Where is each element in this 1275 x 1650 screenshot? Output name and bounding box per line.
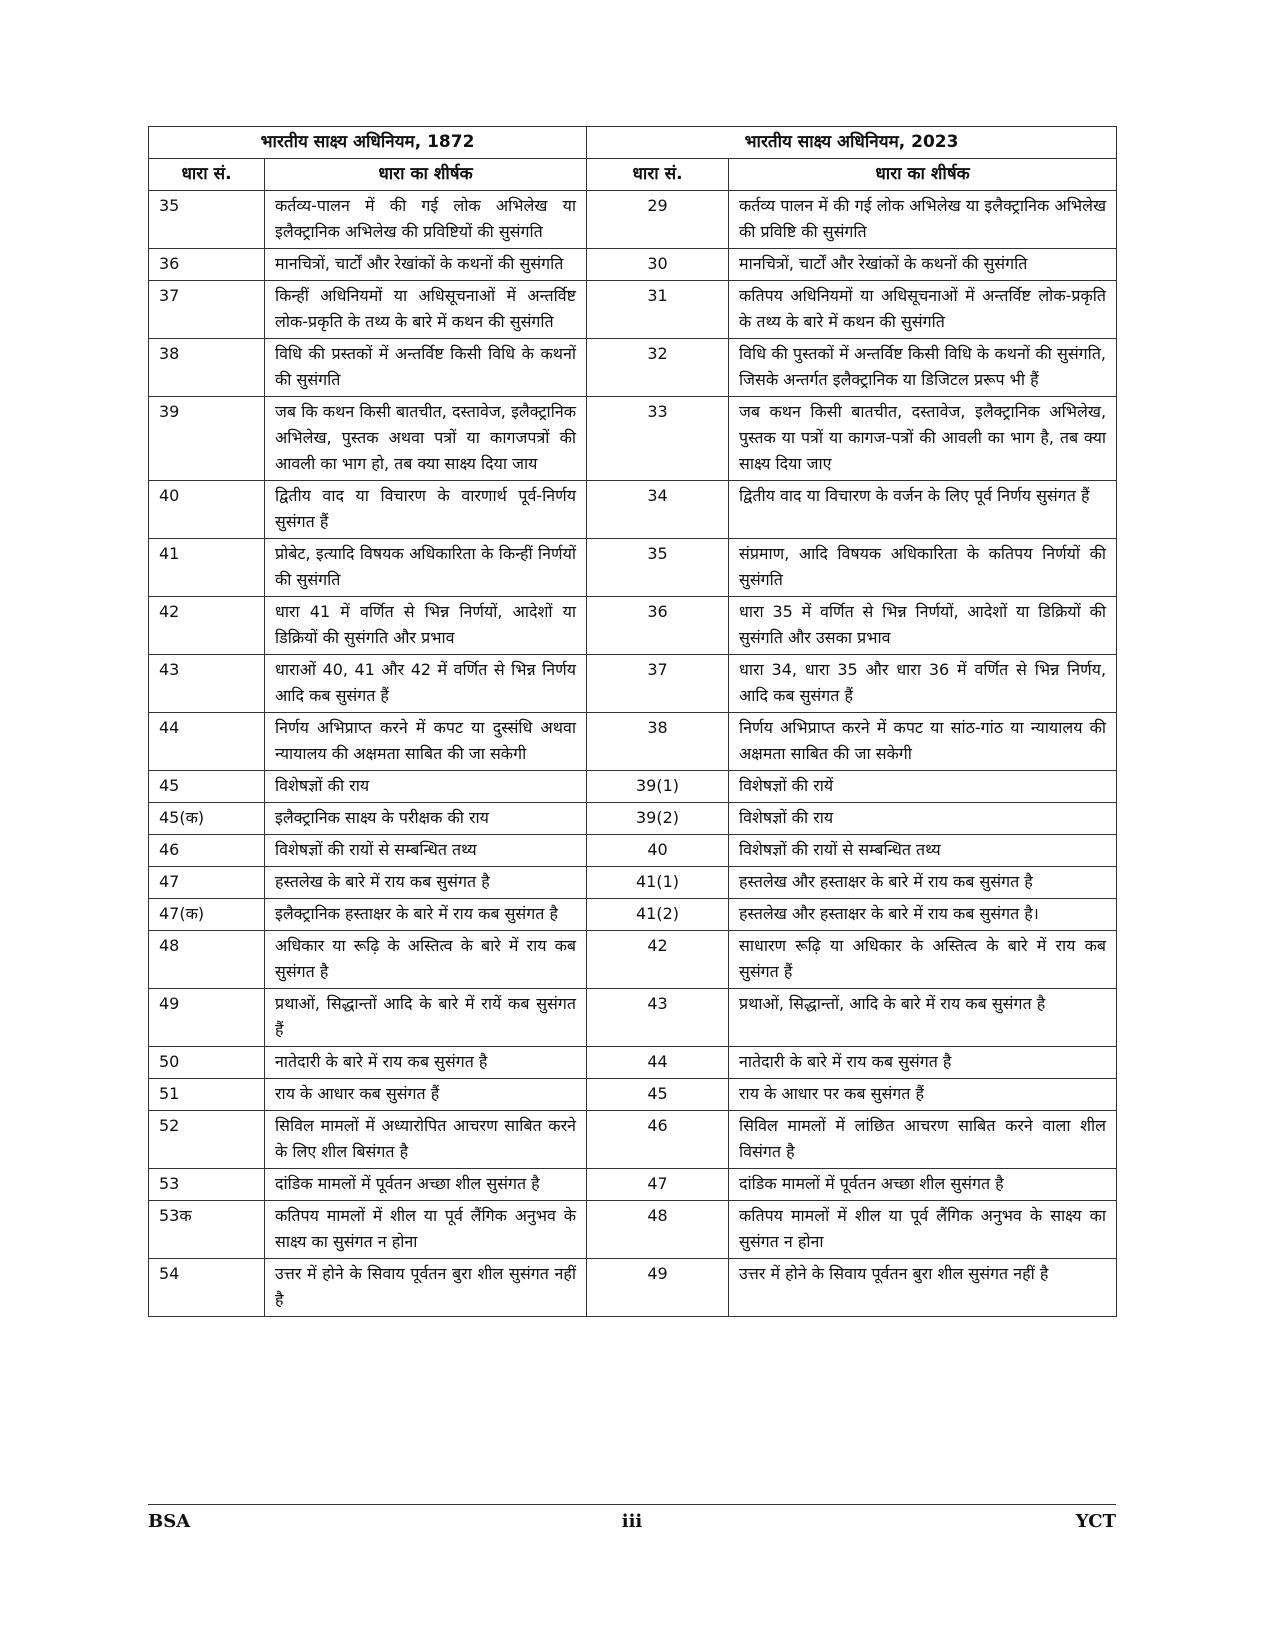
old-section-number: 51 [149,1079,265,1111]
table-row [149,481,1117,539]
new-section-title: साधारण रूढ़ि या अधिकार के अस्तित्व के बारे में राय कब सुसंगत हैं [729,931,1117,989]
old-section-title-header: धारा का शीर्षक [265,159,587,191]
old-section-number: 47 [149,867,265,899]
old-section-number: 40 [149,481,265,539]
table-row [149,713,1117,771]
old-section-title: इलैक्ट्रानिक साक्ष्य के परीक्षक की राय [265,803,587,835]
old-section-title: हस्तलेख के बारे में राय कब सुसंगत है [265,867,587,899]
old-section-number: 46 [149,835,265,867]
table-row [149,835,1117,867]
old-section-number: 48 [149,931,265,989]
page-footer [148,1504,1116,1533]
new-section-title: संप्रमाण, आदि विषयक अधिकारिता के कतिपय निर्णयों की सुसंगति [729,539,1117,597]
old-section-title: धाराओं 40, 41 और 42 में वर्णित से भिन्न निर्णय आदि कब सुसंगत हैं [265,655,587,713]
table-row [149,803,1117,835]
old-section-number: 35 [149,191,265,249]
old-section-title: किन्हीं अधिनियमों या अधिसूचनाओं में अन्तर्विष्ट लोक-प्रकृति के तथ्य के बारे में कथन की सुसंगति [265,281,587,339]
old-section-number: 53 [149,1169,265,1201]
table-row [149,771,1117,803]
old-section-number: 37 [149,281,265,339]
new-section-title: कर्तव्य पालन में की गई लोक अभिलेख या इलैक्ट्रानिक अभिलेख की प्रविष्टि की सुसंगति [729,191,1117,249]
new-section-number: 39(2) [587,803,729,835]
section-comparison-table [148,126,1117,1317]
table-row [149,191,1117,249]
new-section-number: 34 [587,481,729,539]
column-header-row [149,159,1117,191]
new-section-number: 36 [587,597,729,655]
old-section-title: द्वितीय वाद या विचारण के वारणार्थ पूर्व-निर्णय सुसंगत हैं [265,481,587,539]
table-row [149,989,1117,1047]
old-section-title: दांडिक मामलों में पूर्वतन अच्छा शील सुसंगत है [265,1169,587,1201]
old-section-number: 39 [149,397,265,481]
new-section-title: निर्णय अभिप्राप्त करने में कपट या सांठ-गांठ या न्यायालय की अक्षमता साबित की जा सकेगी [729,713,1117,771]
new-section-number: 41(1) [587,867,729,899]
new-section-number: 38 [587,713,729,771]
old-section-number: 42 [149,597,265,655]
new-section-number: 32 [587,339,729,397]
new-section-title: कतिपय अधिनियमों या अधिसूचनाओं में अन्तर्विष्ट लोक-प्रकृति के तथ्य के बारे में कथन की सुसंगति [729,281,1117,339]
old-section-title: सिविल मामलों में अध्यारोपित आचरण साबित करने के लिए शील बिसंगत है [265,1111,587,1169]
table-row [149,397,1117,481]
act-header-row [149,127,1117,159]
old-section-title: जब कि कथन किसी बातचीत, दस्तावेज, इलैक्ट्रानिक अभिलेख, पुस्तक अथवा पत्रों या कागजपत्रों की आवली का भाग हो, तब क्या साक्ष्य दिया जाय [265,397,587,481]
old-section-number: 49 [149,989,265,1047]
old-section-title: इलैक्ट्रानिक हस्ताक्षर के बारे में राय कब सुसंगत है [265,899,587,931]
new-section-number: 37 [587,655,729,713]
table-row [149,281,1117,339]
new-section-title: जब कथन किसी बातचीत, दस्तावेज, इलैक्ट्रानिक अभिलेख, पुस्तक या पत्रों या कागज-पत्रों की आवली का भाग है, तब क्या साक्ष्य दिया जाए [729,397,1117,481]
new-section-number: 29 [587,191,729,249]
old-section-title: कतिपय मामलों में शील या पूर्व लैंगिक अनुभव के साक्ष्य का सुसंगत न होना [265,1201,587,1259]
old-section-title: विधि की प्रस्तकों में अन्तर्विष्ट किसी विधि के कथनों की सुसंगति [265,339,587,397]
old-section-number: 45 [149,771,265,803]
old-section-title: विशेषज्ञों की रायों से सम्बन्धित तथ्य [265,835,587,867]
old-section-title: राय के आधार कब सुसंगत हैं [265,1079,587,1111]
footer-left-label: BSA [148,1511,191,1532]
new-section-title: द्वितीय वाद या विचारण के वर्जन के लिए पूर्व निर्णय सुसंगत हैं [729,481,1117,539]
old-section-number: 36 [149,249,265,281]
old-section-number: 43 [149,655,265,713]
footer-right-label: YCT [1075,1511,1116,1532]
new-section-number: 42 [587,931,729,989]
table-row [149,339,1117,397]
new-section-number: 48 [587,1201,729,1259]
new-section-title: नातेदारी के बारे में राय कब सुसंगत है [729,1047,1117,1079]
new-section-title: राय के आधार पर कब सुसंगत हैं [729,1079,1117,1111]
new-section-title: हस्तलेख और हस्ताक्षर के बारे में राय कब सुसंगत है। [729,899,1117,931]
table-row [149,899,1117,931]
old-section-title: अधिकार या रूढ़ि के अस्तित्व के बारे में राय कब सुसंगत है [265,931,587,989]
table-row [149,249,1117,281]
new-section-title: सिविल मामलों में लांछित आचरण साबित करने वाला शील विसंगत है [729,1111,1117,1169]
table-row [149,539,1117,597]
old-section-title: नातेदारी के बारे में राय कब सुसंगत है [265,1047,587,1079]
new-section-title: प्रथाओं, सिद्धान्तों, आदि के बारे में राय कब सुसंगत है [729,989,1117,1047]
table-row [149,931,1117,989]
comparison-table-wrapper [148,126,1116,1317]
new-section-number: 39(1) [587,771,729,803]
table-row [149,1169,1117,1201]
old-section-number: 52 [149,1111,265,1169]
new-section-number: 40 [587,835,729,867]
old-section-title: विशेषज्ञों की राय [265,771,587,803]
act-1872-header: भारतीय साक्ष्य अधिनियम, 1872 [149,127,587,159]
old-section-title: कर्तव्य-पालन में की गई लोक अभिलेख या इलैक्ट्रानिक अभिलेख की प्रविष्टियों की सुसंगति [265,191,587,249]
new-section-number: 47 [587,1169,729,1201]
new-section-number: 46 [587,1111,729,1169]
old-section-title: प्रथाओं, सिद्धान्तों आदि के बारे में रायें कब सुसंगत हैं [265,989,587,1047]
old-section-number: 41 [149,539,265,597]
new-section-title: विशेषज्ञों की राय [729,803,1117,835]
old-section-number: 53क [149,1201,265,1259]
table-row [149,1259,1117,1317]
new-section-number: 43 [587,989,729,1047]
page-number: iii [621,1511,643,1532]
old-section-number: 54 [149,1259,265,1317]
table-row [149,1111,1117,1169]
new-section-title: धारा 34, धारा 35 और धारा 36 में वर्णित से भिन्न निर्णय, आदि कब सुसंगत हैं [729,655,1117,713]
old-section-number: 44 [149,713,265,771]
table-row [149,655,1117,713]
table-row [149,1201,1117,1259]
new-section-title: धारा 35 में वर्णित से भिन्न निर्णयों, आदेशों या डिक्रियों की सुसंगति और उसका प्रभाव [729,597,1117,655]
table-row [149,867,1117,899]
old-section-title: प्रोबेट, इत्यादि विषयक अधिकारिता के किन्हीं निर्णयों की सुसंगति [265,539,587,597]
new-section-number: 49 [587,1259,729,1317]
old-section-number: 45(क) [149,803,265,835]
old-section-title: निर्णय अभिप्राप्त करने में कपट या दुस्संधि अथवा न्यायालय की अक्षमता साबित की जा सकेगी [265,713,587,771]
new-section-number: 45 [587,1079,729,1111]
new-section-title: उत्तर में होने के सिवाय पूर्वतन बुरा शील सुसंगत नहीं है [729,1259,1117,1317]
new-section-title: मानचित्रों, चार्टों और रेखांकों के कथनों की सुसंगति [729,249,1117,281]
table-row [149,1047,1117,1079]
old-section-title: धारा 41 में वर्णित से भिन्न निर्णयों, आदेशों या डिक्रियों की सुसंगति और प्रभाव [265,597,587,655]
new-section-title-header: धारा का शीर्षक [729,159,1117,191]
new-section-number: 33 [587,397,729,481]
act-2023-header: भारतीय साक्ष्य अधिनियम, 2023 [587,127,1117,159]
new-section-number: 31 [587,281,729,339]
new-section-title: विशेषज्ञों की रायें [729,771,1117,803]
old-section-no-header: धारा सं. [149,159,265,191]
old-section-number: 47(क) [149,899,265,931]
new-section-title: कतिपय मामलों में शील या पूर्व लैंगिक अनुभव के साक्ष्य का सुसंगत न होना [729,1201,1117,1259]
new-section-number: 30 [587,249,729,281]
new-section-number: 41(2) [587,899,729,931]
new-section-number: 35 [587,539,729,597]
table-row [149,1079,1117,1111]
new-section-title: विधि की पुस्तकों में अन्तर्विष्ट किसी विधि के कथनों की सुसंगति, जिसके अन्तर्गत इलैक्ट्रानिक या डिजिटल प्ररूप भी हैं [729,339,1117,397]
new-section-no-header: धारा सं. [587,159,729,191]
new-section-title: दांडिक मामलों में पूर्वतन अच्छा शील सुसंगत है [729,1169,1117,1201]
old-section-title: उत्तर में होने के सिवाय पूर्वतन बुरा शील सुसंगत नहीं है [265,1259,587,1317]
new-section-title: विशेषज्ञों की रायों से सम्बन्धित तथ्य [729,835,1117,867]
table-row [149,597,1117,655]
old-section-title: मानचित्रों, चार्टों और रेखांकों के कथनों की सुसंगति [265,249,587,281]
new-section-title: हस्तलेख और हस्ताक्षर के बारे में राय कब सुसंगत है [729,867,1117,899]
new-section-number: 44 [587,1047,729,1079]
old-section-number: 38 [149,339,265,397]
old-section-number: 50 [149,1047,265,1079]
